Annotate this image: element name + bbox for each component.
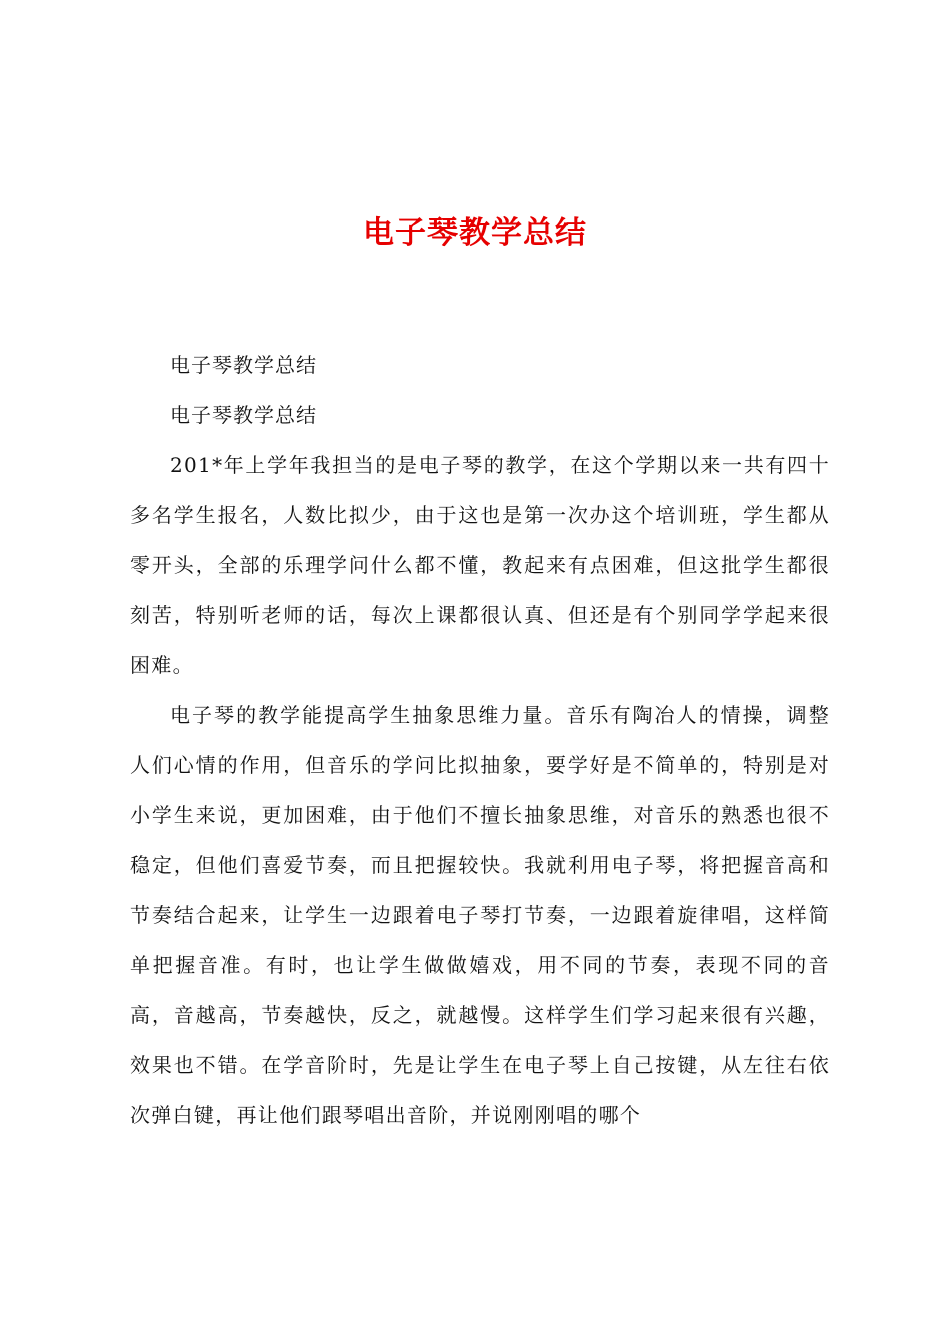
subtitle-line: 电子琴教学总结 <box>170 353 317 377</box>
document-body <box>130 340 830 1140</box>
subtitle-line: 电子琴教学总结 <box>170 403 317 427</box>
document-title: 电子琴教学总结 <box>363 215 587 251</box>
body-paragraph: 电子琴的教学能提高学生抽象思维力量。音乐有陶冶人的情操，调整人们心情的作用，但音乐的学问比拟抽象，要学好是不简单的，特别是对小学生来说，更加困难，由于他们不擅长抽象思维，对音乐的熟悉也很不稳定，但他们喜爱节奏，而且把握较快。我就利用电子琴，将把握音高和节奏结合起来，让学生一边跟着电子琴打节奏，一边跟着旋律唱，这样简单把握音准。有时，也让学生做做嬉戏，用不同的节奏，表现不同的音高，音越高，节奏越快，反之，就越慢。这样学生们学习起来很有兴趣，效果也不错。在学音阶时，先是让学生在电子琴上自己按键，从左往右依次弹白键，再让他们跟琴唱出音阶，并说刚刚唱的哪个 <box>130 703 830 1127</box>
body-paragraph: 201*年上学年我担当的是电子琴的教学，在这个学期以来一共有四十多名学生报名，人数比拟少，由于这也是第一次办这个培训班，学生都从零开头，全部的乐理学问什么都不懂，教起来有点困难，但这批学生都很刻苦，特别听老师的话，每次上课都很认真、但还是有个别同学学起来很困难。 <box>130 453 830 677</box>
